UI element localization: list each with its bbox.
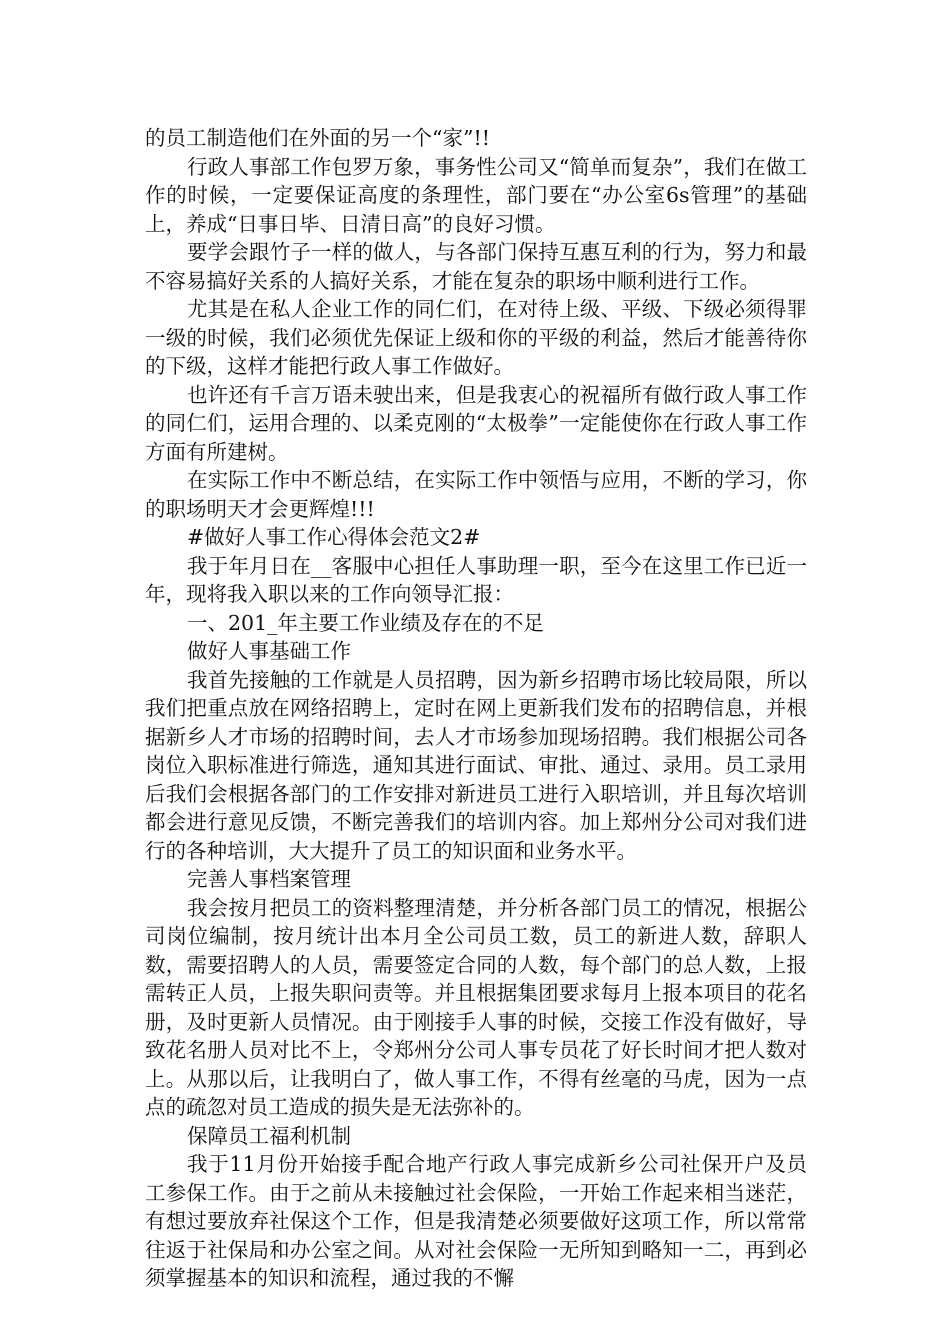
paragraph: 在实际工作中不断总结，在实际工作中领悟与应用，不断的学习，你的职场明天才会更辉煌!!!: [145, 468, 807, 521]
paragraph: 行政人事部工作包罗万象，事务性公司又“简单而复杂”，我们在做工作的时候，一定要保证高度的条理性，部门要在“办公室6s管理”的基础上，养成“日事日毕、日清日高”的良好习惯。: [145, 154, 807, 236]
paragraph: 我首先接触的工作就是人员招聘，因为新乡招聘市场比较局限，所以我们把重点放在网络招聘上，定时在网上更新我们发布的招聘信息，并根据新乡人才市场的招聘时间，去人才市场参加现场招聘。我们根据公司各岗位入职标准进行筛选，通知其进行面试、审批、通过、录用。员工录用后我们会根据各部门的工作安排对新进员工进行入职培训，并且每次培训都会进行意见反馈，不断完善我们的培训内容。加上郑州分公司对我们进行的各种培训，大大提升了员工的知识面和业务水平。: [145, 667, 807, 863]
paragraph: 我于11月份开始接手配合地产行政人事完成新乡公司社保开户及员工参保工作。由于之前从未接触过社会保险，一开始工作起来相当迷茫，有想过要放弃社保这个工作，但是我清楚必须要做好这项工作，所以常常往返于社保局和办公室之间。从对社会保险一无所知到略知一二，再到必须掌握基本的知识和流程，通过我的不懈: [145, 1152, 807, 1290]
subheading: 完善人事档案管理: [187, 867, 351, 891]
subheading: 保障员工福利机制: [187, 1123, 351, 1148]
paragraph-continued: 的员工制造他们在外面的另一个“家”!!: [145, 126, 490, 150]
paragraph: 也许还有千言万语未驶出来，但是我衷心的祝福所有做行政人事工作的同仁们，运用合理的、以柔克刚的“太极拳”一定能使你在行政人事工作方面有所建树。: [145, 382, 807, 464]
subheading: 做好人事基础工作: [187, 639, 351, 663]
paragraph: 要学会跟竹子一样的做人，与各部门保持互惠互利的行为，努力和最不容易搞好关系的人搞好关系，才能在复杂的职场中顺利进行工作。: [145, 240, 807, 293]
paragraph: 尤其是在私人企业工作的同仁们，在对待上级、平级、下级必须得罪一级的时候，我们必须优先保证上级和你的平级的利益，然后才能善待你的下级，这样才能把行政人事工作做好。: [145, 297, 807, 378]
document-body: [145, 124, 807, 1293]
section-heading: 一、201_年主要工作业绩及存在的不足: [187, 610, 544, 635]
paragraph: 我于年月日在__客服中心担任人事助理一职，至今在这里工作已近一年，现将我入职以来的工作向领导汇报：: [145, 553, 807, 606]
section-title: #做好人事工作心得体会范文2#: [187, 525, 481, 549]
paragraph: 我会按月把员工的资料整理清楚，并分析各部门员工的情况，根据公司岗位编制，按月统计出本月全公司员工数，员工的新进人数，辞职人数，需要招聘人的人员，需要签定合同的人数，每个部门的总人数，上报需转正人员，上报失职问责等。并且根据集团要求每月上报本项目的花名册，及时更新人员情况。由于刚接手人事的时候，交接工作没有做好，导致花名册人员对比不上，令郑州分公司人事专员花了好长时间才把人数对上。从那以后，让我明白了，做人事工作，不得有丝毫的马虎，因为一点点的疏忽对员工造成的损失是无法弥补的。: [145, 895, 807, 1119]
